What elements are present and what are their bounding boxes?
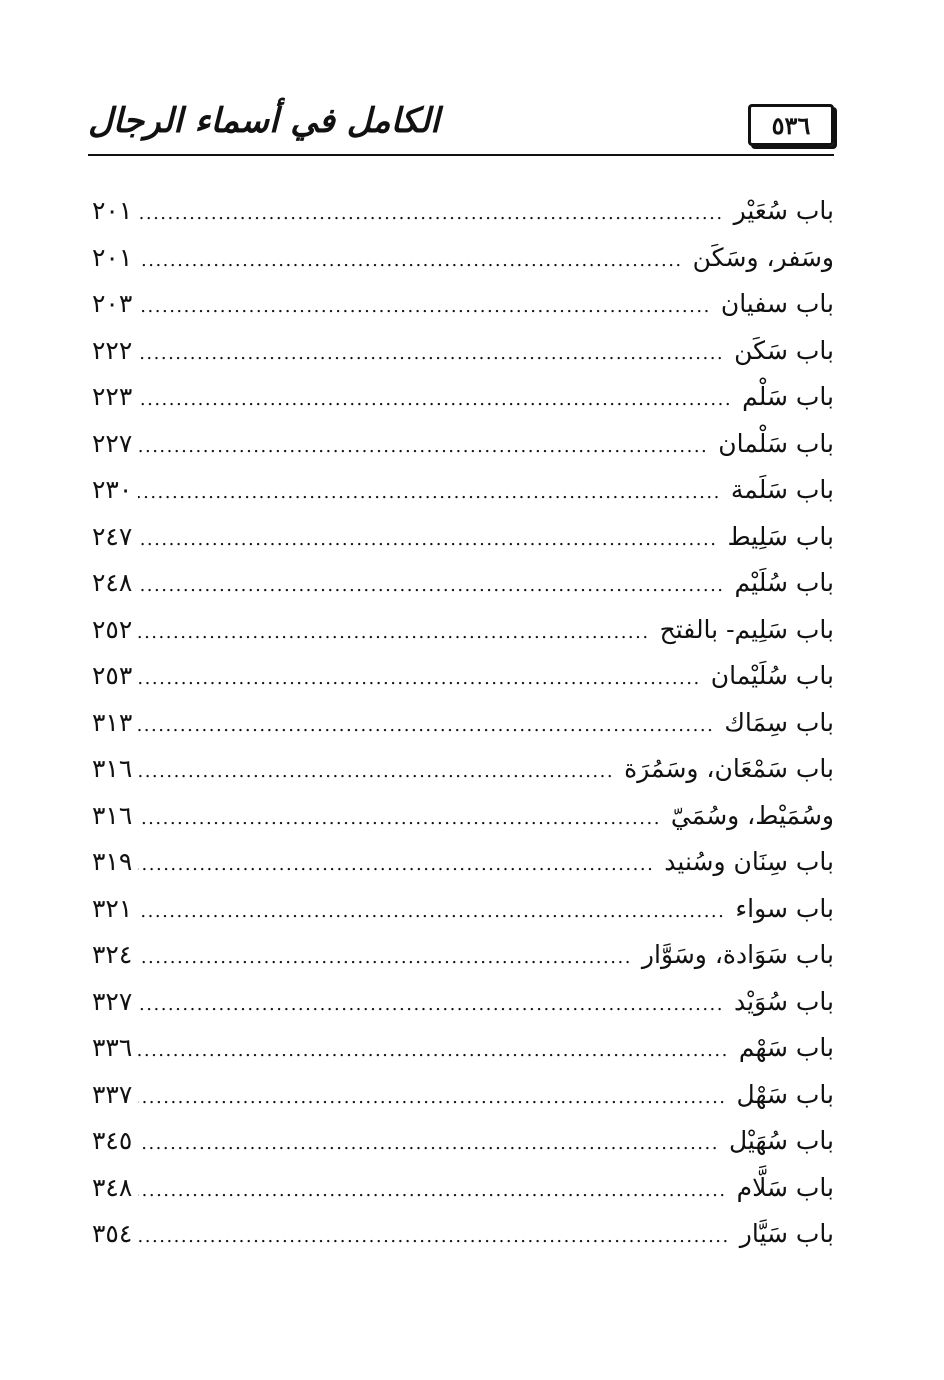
dot-leader [138, 1168, 727, 1214]
toc-row [92, 1072, 834, 1119]
entry-title: باب سُوَيْد [734, 986, 834, 1016]
dot-leader [138, 424, 708, 470]
dot-leader [138, 889, 725, 935]
entry-page: ٢٠١ [92, 242, 133, 272]
dot-leader [138, 377, 732, 423]
dot-leader [138, 1214, 730, 1260]
toc-row [92, 514, 834, 561]
entry-title: باب سُلَيْم [734, 568, 834, 597]
dot-leader [138, 842, 654, 888]
dot-leader [138, 517, 717, 563]
toc-row [92, 932, 834, 979]
entry-title: باب سَمْعَان، وسَمُرَة [624, 754, 834, 783]
entry-page: ٢٣٠ [92, 475, 133, 504]
entry-title: باب سَهْل [736, 1079, 834, 1109]
entry-page: ٣٤٥ [92, 1126, 133, 1155]
toc-row [92, 979, 834, 1026]
toc-row [92, 746, 834, 793]
entry-page: ٢٤٧ [92, 521, 133, 551]
entry-title: باب سَوَادة، وسَوَّار [641, 940, 834, 969]
entry-title: باب سَلْمان [718, 428, 834, 458]
dot-leader [138, 331, 724, 377]
toc-row [92, 700, 834, 747]
toc-row [92, 467, 834, 514]
toc-row [92, 1165, 834, 1212]
toc-row [92, 281, 834, 328]
dot-leader [138, 796, 661, 842]
entry-page: ٢٠٣ [92, 289, 133, 318]
dot-leader [138, 982, 724, 1028]
toc-row [92, 1118, 834, 1165]
toc-row [92, 328, 834, 375]
table-of-contents [92, 188, 834, 1258]
dot-leader [138, 238, 683, 284]
dot-leader [138, 935, 632, 981]
entry-page: ٣٥٤ [92, 1219, 133, 1248]
dot-leader [138, 284, 711, 330]
entry-title: باب سُهَيْل [728, 1126, 834, 1155]
entry-page: ٣١٩ [92, 847, 133, 876]
entry-title: باب سَلَمة [730, 475, 834, 504]
toc-row [92, 374, 834, 421]
toc-row [92, 421, 834, 468]
toc-row [92, 607, 834, 654]
entry-page: ٢٤٨ [92, 568, 133, 597]
toc-row [92, 560, 834, 607]
toc-row [92, 793, 834, 840]
entry-title: باب سِمَاك [724, 707, 834, 737]
dot-leader [138, 1121, 719, 1167]
entry-page: ٢٢٧ [92, 428, 133, 458]
entry-title: باب سَلِيم- بالفتح [659, 614, 834, 644]
entry-page: ٣٢٧ [92, 986, 133, 1016]
toc-row [92, 1025, 834, 1072]
toc-row [92, 653, 834, 700]
dot-leader [138, 610, 650, 656]
toc-row [92, 1211, 834, 1258]
entry-page: ٢٠١ [92, 196, 133, 225]
entry-page: ٢٢٣ [92, 382, 133, 411]
entry-page: ٣٢٤ [92, 940, 133, 969]
entry-page: ٣١٦ [92, 754, 133, 783]
entry-title: باب سَيَّار [739, 1219, 834, 1248]
dot-leader [138, 703, 714, 749]
entry-title: باب سِنَان وسُنيد [664, 847, 834, 876]
dot-leader [138, 656, 701, 702]
entry-title: وسَفر، وسَكَن [692, 242, 834, 272]
entry-title: باب سواء [735, 893, 834, 923]
entry-title: باب سُعَيْر [733, 196, 834, 225]
toc-row [92, 886, 834, 933]
running-title: الكامل في أسماء الرجال [88, 101, 440, 141]
entry-title: وسُمَيْط، وسُمَيّ [670, 800, 834, 830]
entry-title: باب سَلِيط [727, 521, 834, 551]
entry-title: باب سَلَّام [736, 1172, 834, 1202]
entry-title: باب سفيان [720, 289, 834, 318]
toc-row [92, 839, 834, 886]
entry-title: باب سَهْم [738, 1033, 834, 1062]
entry-title: باب سَلْم [742, 382, 834, 411]
entry-page: ٣١٣ [92, 707, 133, 737]
entry-page: ٣١٦ [92, 800, 133, 830]
entry-page: ٣٢١ [92, 893, 133, 923]
entry-title: باب سُلَيْمان [710, 661, 834, 690]
entry-page: ٢٥٣ [92, 661, 133, 690]
header-divider [88, 154, 834, 156]
toc-row [92, 188, 834, 235]
entry-title: باب سَكَن [734, 335, 834, 365]
dot-leader [138, 749, 614, 795]
dot-leader [138, 470, 721, 516]
page-number: ٥٣٦ [748, 104, 834, 146]
page-header [88, 98, 834, 158]
dot-leader [138, 191, 724, 237]
toc-row [92, 235, 834, 282]
dot-leader [138, 563, 725, 609]
dot-leader [138, 1075, 727, 1121]
entry-page: ٢٢٢ [92, 335, 133, 365]
entry-page: ٢٥٢ [92, 614, 133, 644]
entry-page: ٣٣٦ [92, 1033, 133, 1062]
entry-page: ٣٣٧ [92, 1079, 133, 1109]
dot-leader [138, 1028, 729, 1074]
entry-page: ٣٤٨ [92, 1172, 133, 1202]
